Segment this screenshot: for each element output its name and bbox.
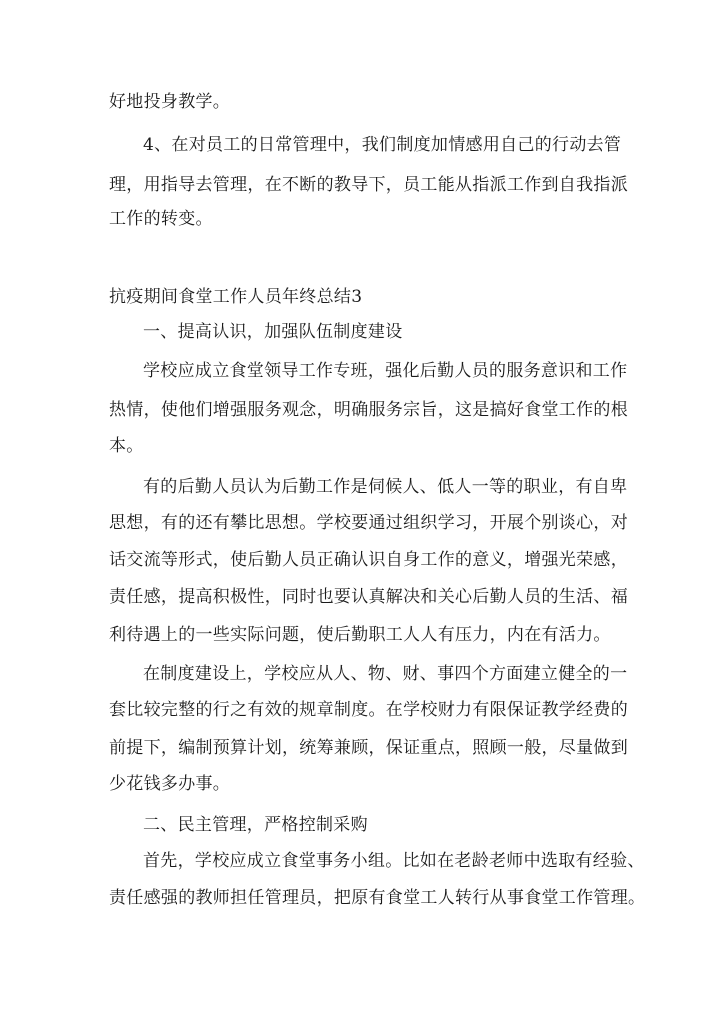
paragraph-line: 本。 bbox=[109, 436, 144, 456]
paragraph-line: 少花钱多办事。 bbox=[109, 774, 231, 794]
section-heading: 一、提高认识，加强队伍制度建设 bbox=[143, 322, 403, 342]
paragraph-line: 思想，有的还有攀比思想。学校要通过组织学习，开展个别谈心，对 bbox=[109, 513, 628, 533]
paragraph-line: 工作的转变。 bbox=[109, 209, 213, 229]
paragraph-line: 首先，学校应成立食堂事务小组。比如在老龄老师中选取有经验、 bbox=[143, 851, 645, 871]
paragraph-line: 责任感，提高积极性，同时也要认真解决和关心后勤人员的生活、福 bbox=[109, 587, 628, 607]
paragraph-line: 4、在对员工的日常管理中，我们制度加情感用自己的行动去管 bbox=[143, 135, 622, 155]
section-title: 抗疫期间食堂工作人员年终总结3 bbox=[109, 287, 363, 307]
paragraph-line: 套比较完整的行之有效的规章制度。在学校财力有限保证教学经费的 bbox=[109, 700, 628, 720]
paragraph-line: 责任感强的教师担任管理员，把原有食堂工人转行从事食堂工作管理。 bbox=[109, 888, 646, 908]
paragraph-line: 有的后勤人员认为后勤工作是伺候人、低人一等的职业，有自卑 bbox=[143, 477, 628, 497]
paragraph-line: 利待遇上的一些实际问题，使后勤职工人人有压力，内在有活力。 bbox=[109, 625, 611, 645]
paragraph-line: 前提下，编制预算计划，统筹兼顾，保证重点，照顾一般，尽量做到 bbox=[109, 738, 628, 758]
section-heading: 二、民主管理，严格控制采购 bbox=[143, 815, 368, 835]
paragraph-line: 理，用指导去管理，在不断的教导下，员工能从指派工作到自我指派 bbox=[109, 175, 628, 195]
paragraph-line: 话交流等形式，使后勤人员正确认识自身工作的意义，增强光荣感， bbox=[109, 550, 628, 570]
paragraph-line: 好地投身教学。 bbox=[109, 92, 231, 112]
paragraph-line: 热情，使他们增强服务观念，明确服务宗旨，这是搞好食堂工作的根 bbox=[109, 400, 628, 420]
paragraph-line: 在制度建设上，学校应从人、物、财、事四个方面建立健全的一 bbox=[143, 664, 628, 684]
paragraph-line: 学校应成立食堂领导工作专班，强化后勤人员的服务意识和工作 bbox=[143, 361, 628, 381]
